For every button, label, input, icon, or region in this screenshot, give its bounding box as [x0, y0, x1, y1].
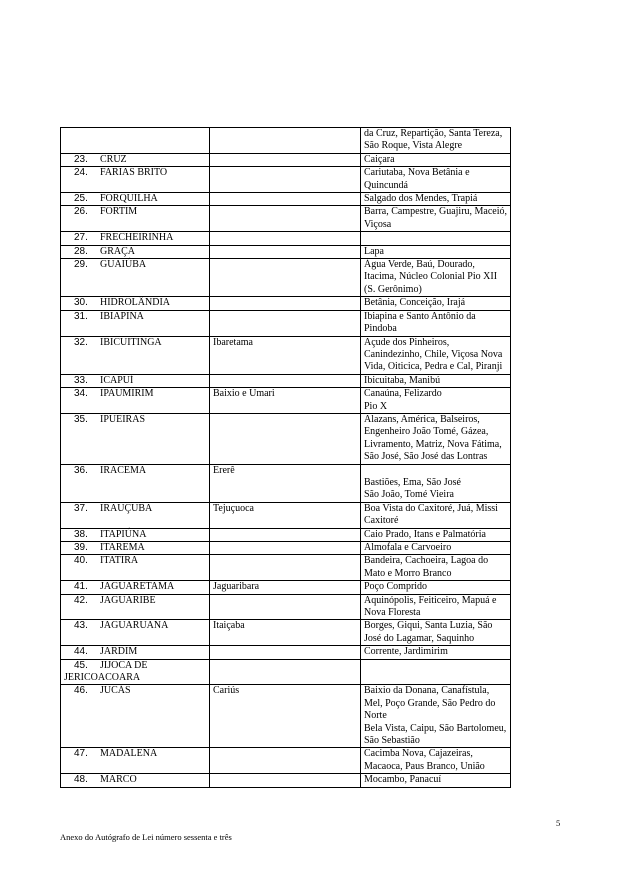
districts-cell [361, 646, 511, 659]
row-number: 45. [74, 659, 88, 671]
districts-cell [361, 232, 511, 245]
table-row [61, 685, 511, 748]
districts-text: Bastiões, Ema, São José [364, 476, 461, 488]
row-number: 26. [74, 206, 88, 218]
municipio-cell [61, 541, 210, 554]
table-row [61, 167, 511, 193]
annexed-municipio-cell [210, 748, 361, 774]
districts-text: Poço Comprido [364, 581, 428, 593]
districts-cell [361, 659, 511, 685]
row-number: 27. [74, 232, 88, 244]
districts-text: Almofala e Carvoeiro [364, 541, 452, 553]
table-row [61, 555, 511, 581]
row-number: 47. [74, 748, 88, 760]
municipio-name: IBICUITINGA [100, 336, 162, 348]
municipios-table [60, 127, 511, 788]
municipio-cell [61, 388, 210, 414]
municipio-cell [61, 502, 210, 528]
municipio-name: ICAPUÍ [100, 374, 134, 386]
municipio-name: JIJOCA DE JERICOACOARA [64, 659, 148, 684]
municipio-name: IPUEIRAS [100, 413, 146, 425]
row-number: 46. [74, 685, 88, 697]
table-row [61, 659, 511, 685]
annexed-municipio-cell [210, 374, 361, 387]
districts-cell [361, 310, 511, 336]
annexed-municipio: Baixio e Umari [213, 388, 275, 400]
table-row [61, 336, 511, 374]
districts-cell [361, 774, 511, 787]
table-row [61, 581, 511, 594]
municipio-name: GRAÇA [100, 245, 136, 257]
annexed-municipio-cell [210, 413, 361, 464]
table-row [61, 128, 511, 154]
districts-cell [361, 374, 511, 387]
page-footer: Anexo do Autógrafo de Lei número sessenta e três [60, 832, 232, 842]
municipio-name: JAGUARUANA [100, 620, 169, 632]
districts-text: Caxitoré [364, 515, 399, 527]
annexed-municipio-cell [210, 581, 361, 594]
municipio-name: JARDIM [100, 646, 138, 658]
annexed-municipio-cell [210, 774, 361, 787]
municipio-cell [61, 659, 210, 685]
annexed-municipio-cell [210, 388, 361, 414]
row-number: 36. [74, 464, 88, 476]
districts-text: Corrente, Jardimirim [364, 646, 448, 658]
annexed-municipio-cell [210, 620, 361, 646]
municipio-cell [61, 581, 210, 594]
districts-text: Barra, Campestre, Guajiru, Maceió, Viçosa [364, 206, 508, 230]
municipio-cell [61, 297, 210, 310]
districts-text: Boa Vista do Caxitoré, Juá, Missi [364, 502, 498, 514]
annexed-municipio: Cariús [213, 685, 240, 697]
row-number: 38. [74, 528, 88, 540]
table-row [61, 232, 511, 245]
municipio-cell [61, 594, 210, 620]
row-number: 29. [74, 259, 88, 271]
municipio-name: JAGUARETAMA [100, 581, 175, 593]
table-row [61, 748, 511, 774]
annexed-municipio-cell [210, 232, 361, 245]
municipio-name: ITATIRA [100, 555, 139, 567]
annexed-municipio-cell [210, 502, 361, 528]
districts-text: Ibiapina e Santo Antônio da Pindoba [364, 310, 476, 335]
municipio-name: FRECHEIRINHA [100, 232, 174, 244]
annexed-municipio: Tejuçuoca [213, 502, 254, 514]
municipio-name: JAGUARIBE [100, 594, 156, 606]
annexed-municipio: Itaiçaba [213, 620, 245, 632]
annexed-municipio-cell [210, 245, 361, 258]
municipio-cell [61, 774, 210, 787]
annexed-municipio-cell [210, 464, 361, 502]
districts-text: Água Verde, Baú, Dourado, Itacima, Núcleo Colonial Pio XII (S. Gerônimo) [364, 259, 498, 295]
districts-text: Mocambo, Panacuí [364, 774, 442, 786]
municipio-name: JUCÁS [100, 685, 131, 697]
table-row [61, 413, 511, 464]
annexed-municipio-cell [210, 259, 361, 297]
municipio-cell [61, 528, 210, 541]
annexed-municipio: Ererê [213, 464, 235, 476]
municipio-cell [61, 336, 210, 374]
annexed-municipio: Jaguaribara [213, 581, 260, 593]
table-row [61, 388, 511, 414]
districts-text: Ibicuitaba, Manibú [364, 374, 441, 386]
municipio-cell [61, 245, 210, 258]
municipio-name: ITAREMA [100, 541, 145, 553]
row-number: 24. [74, 167, 88, 179]
districts-text: Betânia, Conceição, Irajá [364, 297, 466, 309]
municipio-cell [61, 464, 210, 502]
districts-text: Cariutaba, Nova Betânia e Quincundá [364, 167, 470, 191]
table-row [61, 297, 511, 310]
districts-cell [361, 620, 511, 646]
municipio-cell [61, 748, 210, 774]
districts-cell [361, 748, 511, 774]
municipio-name: FARIAS BRITO [100, 167, 168, 179]
districts-text: Bandeira, Cachoeira, Lagoa do Mato e Morro Branco [364, 555, 489, 579]
table-row [61, 193, 511, 206]
row-number: 31. [74, 310, 88, 322]
table-body [61, 128, 511, 788]
row-number: 33. [74, 374, 88, 386]
districts-text: Baixio da Donana, Canafístula, Mel, Poço Grande, São Pedro do Norte [364, 685, 496, 722]
districts-text: Cacimba Nova, Cajazeiras, Macaoca, Paus Branco, União [364, 748, 485, 772]
table-row [61, 464, 511, 502]
table-row [61, 206, 511, 232]
districts-text: Caio Prado, Itans e Palmatória [364, 528, 486, 540]
row-number: 43. [74, 620, 88, 632]
municipio-cell [61, 620, 210, 646]
municipio-cell [61, 193, 210, 206]
districts-text: Alazans, América, Balseiros, Engenheiro João Tomé, Gázea, Livramento, Matriz, Nova Fátima, São José, São José das Lontras [364, 413, 502, 463]
municipio-name: IPAUMIRIM [100, 388, 154, 400]
districts-text: Caiçara [364, 153, 395, 165]
page-number: 5 [556, 818, 561, 828]
annexed-municipio-cell [210, 297, 361, 310]
municipio-name: IRAUÇUBA [100, 502, 153, 514]
districts-cell [361, 464, 511, 502]
row-number: 28. [74, 245, 88, 257]
table-row [61, 310, 511, 336]
municipio-name: MARCO [100, 774, 137, 786]
annexed-municipio-cell [210, 646, 361, 659]
districts-cell [361, 336, 511, 374]
districts-text: Borges, Giqui, Santa Luzia, São José do Lagamar, Saquinho [364, 620, 493, 644]
row-number: 40. [74, 555, 88, 567]
row-number: 30. [74, 297, 88, 309]
districts-text: da Cruz, Repartição, Santa Tereza, São Roque, Vista Alegre [364, 128, 503, 152]
municipio-cell [61, 685, 210, 748]
municipio-name: IRACEMA [100, 464, 147, 476]
districts-cell [361, 153, 511, 166]
districts-text: Açude dos Pinheiros, Canindezinho, Chile, Viçosa Nova Vida, Oiticica, Pedra e Cal, Piranji [364, 336, 503, 373]
municipio-cell [61, 206, 210, 232]
table-row [61, 620, 511, 646]
municipio-cell [61, 555, 210, 581]
row-number: 23. [74, 153, 88, 165]
districts-cell [361, 245, 511, 258]
districts-text: Pio X [364, 400, 388, 412]
districts-text: Lapa [364, 245, 384, 257]
annexed-municipio-cell [210, 167, 361, 193]
districts-cell [361, 297, 511, 310]
municipio-cell [61, 167, 210, 193]
table-row [61, 541, 511, 554]
annexed-municipio: Ibaretama [213, 336, 253, 348]
row-number: 37. [74, 502, 88, 514]
row-number: 44. [74, 646, 88, 658]
districts-text: São João, Tomé Vieira [364, 489, 454, 501]
annexed-municipio-cell [210, 310, 361, 336]
row-number: 34. [74, 388, 88, 400]
districts-cell [361, 388, 511, 414]
row-number: 41. [74, 581, 88, 593]
table-row [61, 502, 511, 528]
municipio-cell [61, 259, 210, 297]
table-row [61, 374, 511, 387]
municipio-cell [61, 413, 210, 464]
districts-cell [361, 259, 511, 297]
municipio-name: FORQUILHA [100, 193, 158, 205]
districts-cell [361, 206, 511, 232]
districts-cell [361, 413, 511, 464]
municipio-name: GUAIÚBA [100, 259, 147, 271]
municipio-name: HIDROLÂNDIA [100, 297, 170, 309]
row-number: 35. [74, 413, 88, 425]
districts-cell [361, 502, 511, 528]
districts-cell [361, 685, 511, 748]
table-row [61, 646, 511, 659]
municipio-cell [61, 128, 210, 154]
annexed-municipio-cell [210, 555, 361, 581]
districts-cell [361, 128, 511, 154]
annexed-municipio-cell [210, 206, 361, 232]
row-number: 32. [74, 336, 88, 348]
annexed-municipio-cell [210, 659, 361, 685]
districts-cell [361, 528, 511, 541]
row-number: 48. [74, 774, 88, 786]
row-number: 25. [74, 193, 88, 205]
annexed-municipio-cell [210, 128, 361, 154]
municipio-cell [61, 310, 210, 336]
annexed-municipio-cell [210, 541, 361, 554]
row-number: 42. [74, 594, 88, 606]
row-number: 39. [74, 541, 88, 553]
districts-cell [361, 167, 511, 193]
districts-cell [361, 193, 511, 206]
annexed-municipio-cell [210, 594, 361, 620]
districts-text: Canaúna, Felizardo [364, 388, 442, 400]
annexed-municipio-cell [210, 336, 361, 374]
districts-cell [361, 581, 511, 594]
annexed-municipio-cell [210, 193, 361, 206]
municipio-name: FORTIM [100, 206, 138, 218]
table-row [61, 259, 511, 297]
districts-cell [361, 541, 511, 554]
annexed-municipio-cell [210, 153, 361, 166]
municipio-name: CRUZ [100, 153, 127, 165]
districts-text [364, 465, 507, 477]
annexed-municipio-cell [210, 685, 361, 748]
municipio-cell [61, 232, 210, 245]
annexed-municipio-cell [210, 528, 361, 541]
municipio-name: IBIAPINA [100, 310, 144, 322]
table-row [61, 153, 511, 166]
table-row [61, 774, 511, 787]
districts-text: Salgado dos Mendes, Trapiá [364, 193, 478, 205]
districts-cell [361, 594, 511, 620]
municipio-cell [61, 153, 210, 166]
table-row [61, 594, 511, 620]
municipio-cell [61, 646, 210, 659]
table-row [61, 528, 511, 541]
municipio-name: MADALENA [100, 748, 158, 760]
districts-text: Bela Vista, Caipu, São Bartolomeu, São Sebastião [364, 722, 507, 747]
municipio-name: ITAPIÚNA [100, 528, 147, 540]
municipio-cell [61, 374, 210, 387]
districts-text: Aquinópolis, Feiticeiro, Mapuá e Nova Floresta [364, 594, 497, 619]
table-row [61, 245, 511, 258]
districts-cell [361, 555, 511, 581]
